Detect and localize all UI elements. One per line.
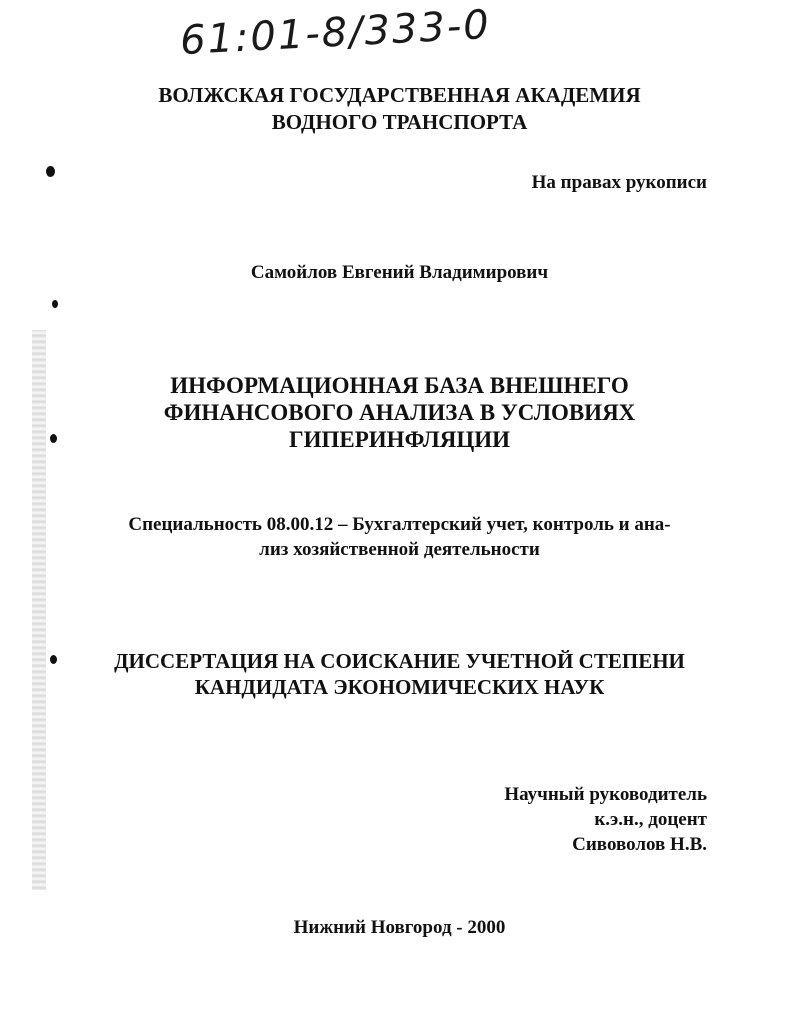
author-name: Самойлов Евгений Владимирович — [250, 262, 549, 283]
title-line-1: ИНФОРМАЦИОННАЯ БАЗА ВНЕШНЕГО — [170, 373, 629, 398]
dissertation-title — [0, 372, 799, 453]
advisor-name: Сивоволов Н.В. — [572, 834, 707, 855]
manuscript-rights: На правах рукописи — [531, 172, 707, 193]
degree-line-1: ДИССЕРТАЦИЯ НА СОИСКАНИЕ УЧЕТНОЙ СТЕПЕНИ — [114, 649, 685, 673]
advisor-degree: к.э.н., доцент — [594, 809, 707, 830]
institution-line-2: ВОДНОГО ТРАНСПОРТА — [271, 110, 528, 134]
institution-line-1: ВОЛЖСКАЯ ГОСУДАРСТВЕННАЯ АКАДЕМИЯ — [158, 83, 641, 107]
specialty-line-2: лиз хозяйственной деятельности — [259, 539, 540, 560]
scientific-advisor — [504, 782, 707, 857]
title-line-3: ГИПЕРИНФЛЯЦИИ — [288, 427, 511, 452]
handwritten-archive-code: 61:01-8/333-0 — [179, 1, 492, 65]
city-year: Нижний Новгород - 2000 — [293, 917, 506, 938]
title-line-2: ФИНАНСОВОГО АНАЛИЗА В УСЛОВИЯХ — [163, 400, 636, 425]
binding-hole-mark — [52, 300, 58, 308]
advisor-role: Научный руководитель — [504, 784, 707, 805]
degree-statement — [0, 648, 799, 700]
specialty-line-1: Специальность 08.00.12 – Бухгалтерский учет, контроль и ана- — [128, 514, 671, 535]
institution-name — [0, 82, 799, 136]
specialty — [0, 512, 799, 562]
binding-hole-mark — [46, 166, 55, 177]
degree-line-2: КАНДИДАТА ЭКОНОМИЧЕСКИХ НАУК — [194, 675, 605, 699]
